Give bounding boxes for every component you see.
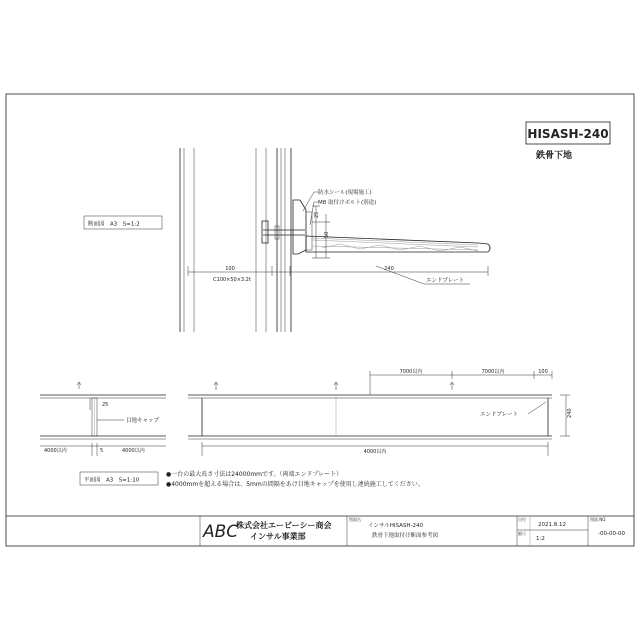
dim-p25: 25 (102, 402, 109, 408)
scale-value: 1:2 (536, 536, 545, 542)
drawing-name-line2: 鉄骨下地取付け断面参考図 (372, 533, 439, 539)
dim-7000-2: 7000以内 (481, 369, 505, 375)
dim-4000-main: 4000以内 (363, 449, 387, 455)
note-1: ●一台の最大長さ寸法は24000mmです。（両端エンドプレート） (166, 471, 343, 478)
joint-cap-label: 目地キャップ (126, 418, 160, 424)
drawing-name-label: 図面名 (349, 517, 361, 522)
end-plate-label-plan: エンドプレート (480, 412, 519, 418)
dim-channel: C100×50×3.2t (213, 277, 251, 283)
date-value: 2021.8.12 (538, 522, 566, 528)
date-label: 日付 (518, 517, 526, 522)
plan-label: 平面図 A3 S=1:10 (84, 477, 140, 484)
note-2: ●4000mmを超える場合は、5mmの間隔をあけ目地キャップを使用し連続施工してください。 (166, 481, 424, 488)
title-block (6, 516, 634, 546)
dim-p5: 5 (100, 448, 104, 454)
dim-100: 100 (225, 266, 235, 272)
drawing-subtitle: 鉄骨下地 (536, 151, 573, 161)
dim-240: 240 (384, 266, 394, 272)
company-name: 株式会社エービーシー商会 (236, 521, 332, 530)
end-plate-label-section: エンドプレート (426, 278, 465, 284)
company-logo: ABC (203, 522, 239, 542)
drawing-name-line1: インサルHISASH-240 (368, 523, 423, 529)
dim-4000-b: 4000以内 (122, 448, 145, 454)
dim-p240: 240 (567, 408, 573, 418)
drawing-no-label: 図面 NO. (590, 517, 607, 522)
dim-50: 50 (324, 231, 330, 238)
dim-25: 25 (314, 211, 320, 218)
bolt-label: M8 取付けボルト(別途) (318, 200, 377, 206)
section-view (180, 148, 490, 332)
plan-view (40, 368, 573, 456)
dim-4000-a: 4000以内 (44, 448, 67, 454)
scale-label: 縮尺 (518, 531, 526, 536)
dim-p100: 100 (538, 369, 548, 375)
seal-label: 防水シール(現場施工) (318, 190, 372, 196)
dim-7000-1: 7000以内 (399, 369, 423, 375)
section-label: 断面図 A3 S=1:2 (88, 221, 140, 228)
model-code: HISASH-240 (527, 127, 609, 141)
company-division: インサル事業部 (250, 532, 306, 541)
drawing-no-value: -00-00-00 (598, 531, 625, 537)
